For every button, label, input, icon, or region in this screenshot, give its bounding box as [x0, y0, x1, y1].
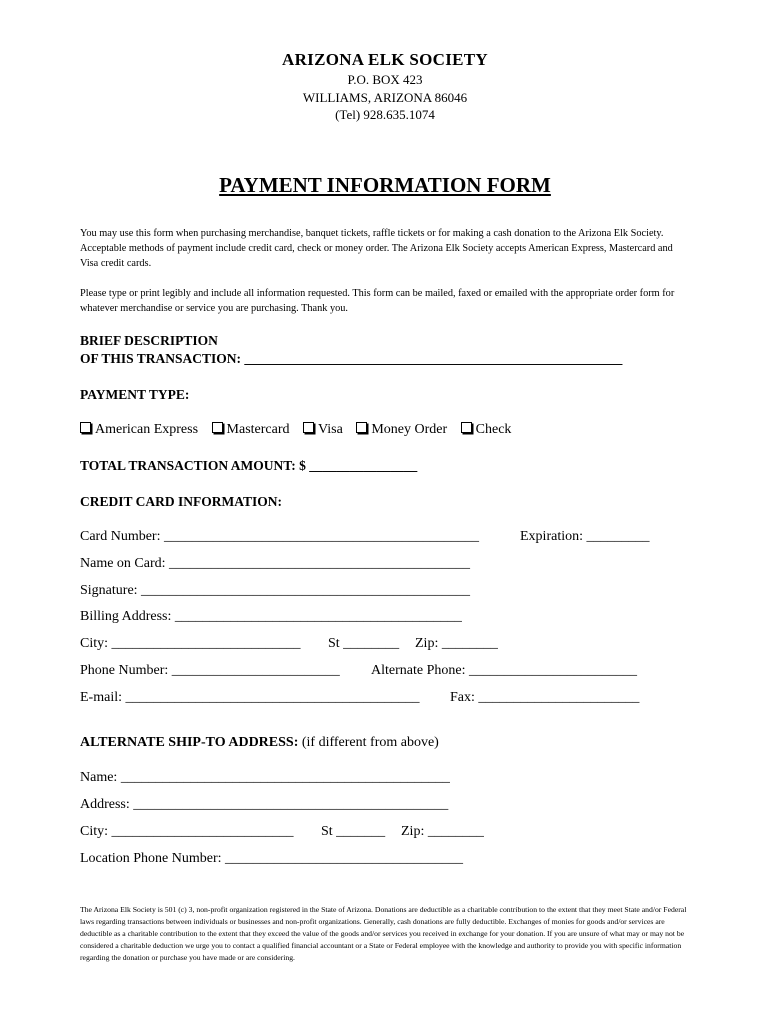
intro-paragraph-1: You may use this form when purchasing merchandise, banquet tickets, raffle tickets or for making a cash donation to the Arizona Elk Society. Acceptable methods of payment include credit card, check or money order. The Arizona Elk Society accepts American Express, Mastercard and Visa credit cards.: [80, 228, 673, 269]
payment-type-options: [80, 422, 521, 438]
card-number-field[interactable]: Card Number: _____________________________________________: [80, 529, 479, 544]
checkbox-icon[interactable]: [303, 422, 314, 433]
billing-address-field[interactable]: Billing Address: _________________________________________: [80, 609, 462, 624]
expiration-field[interactable]: Expiration: _________: [520, 529, 650, 544]
phone-number: (Tel) 928.635.1074: [335, 107, 435, 122]
location-phone-field[interactable]: Location Phone Number: __________________________________: [80, 851, 464, 866]
credit-card-heading: CREDIT CARD INFORMATION:: [80, 494, 283, 509]
ship-name-field[interactable]: Name: _______________________________________________: [80, 770, 450, 785]
transaction-description-field[interactable]: OF THIS TRANSACTION: ________________________________________________________: [80, 351, 623, 366]
brief-description-label: BRIEF DESCRIPTION: [80, 333, 218, 348]
intro-paragraph-2: Please type or print legibly and include all information requested. This form can be mailed, faxed or emailed with the appropriate order form for whatever merchandise or service you are purchasing. Thank you.: [80, 288, 675, 314]
city-field[interactable]: City: ___________________________: [80, 636, 301, 651]
payment-option-mastercard[interactable]: Mastercard: [212, 422, 290, 438]
city-state: WILLIAMS, ARIZONA 86046: [302, 90, 468, 105]
payment-option-money-order[interactable]: Money Order: [356, 422, 447, 438]
ship-to-heading: ALTERNATE SHIP-TO ADDRESS: (if different from above): [80, 735, 439, 750]
checkbox-icon[interactable]: [80, 422, 91, 433]
alternate-phone-field[interactable]: Alternate Phone: ________________________: [371, 663, 637, 678]
payment-type-heading: PAYMENT TYPE:: [80, 387, 190, 402]
fax-field[interactable]: Fax: _______________________: [450, 690, 640, 705]
legal-disclaimer: The Arizona Elk Society is 501 (c) 3, non-profit organization registered in the State of Arizona. Donations are deductible as a charitable contribution to the extent that they meet State and/or Federal laws regarding transactions between individuals or businesses and non-profit organizations. Generally, cash donations are fully deductible. Exchanges of monies for goods and/or services are deductible as a charitable contribution to the extent that they exceed the value of the goods and/or services you received in exchange for your donation. If you are unsure of what may or may not be considered a charitable deduction we urge you to contact a qualified financial accountant or a State or Federal employee with the knowledge and authority to provide you with specific information regarding the donation or purchase you have made or are considering.: [80, 905, 687, 962]
form-title: PAYMENT INFORMATION FORM: [219, 173, 551, 197]
signature-field[interactable]: Signature: _______________________________________________: [80, 583, 471, 598]
zip-field[interactable]: Zip: ________: [415, 636, 498, 651]
ship-state-field[interactable]: St _______: [321, 824, 386, 839]
checkbox-icon[interactable]: [356, 422, 367, 433]
email-field[interactable]: E-mail: __________________________________________: [80, 690, 420, 705]
organization-name: ARIZONA ELK SOCIETY: [282, 50, 488, 69]
total-amount-field[interactable]: TOTAL TRANSACTION AMOUNT: $ ________________: [80, 458, 418, 473]
phone-number-field[interactable]: Phone Number: ________________________: [80, 663, 340, 678]
ship-city-field[interactable]: City: __________________________: [80, 824, 294, 839]
state-field[interactable]: St ________: [328, 636, 400, 651]
payment-option-check[interactable]: Check: [461, 422, 512, 438]
ship-zip-field[interactable]: Zip: ________: [401, 824, 484, 839]
payment-option-visa[interactable]: Visa: [303, 422, 343, 438]
name-on-card-field[interactable]: Name on Card: ___________________________________________: [80, 556, 471, 571]
ship-address-field[interactable]: Address: _____________________________________________: [80, 797, 449, 812]
checkbox-icon[interactable]: [212, 422, 223, 433]
checkbox-icon[interactable]: [461, 422, 472, 433]
payment-option-amex[interactable]: American Express: [80, 422, 198, 438]
po-box: P.O. BOX 423: [347, 72, 423, 87]
